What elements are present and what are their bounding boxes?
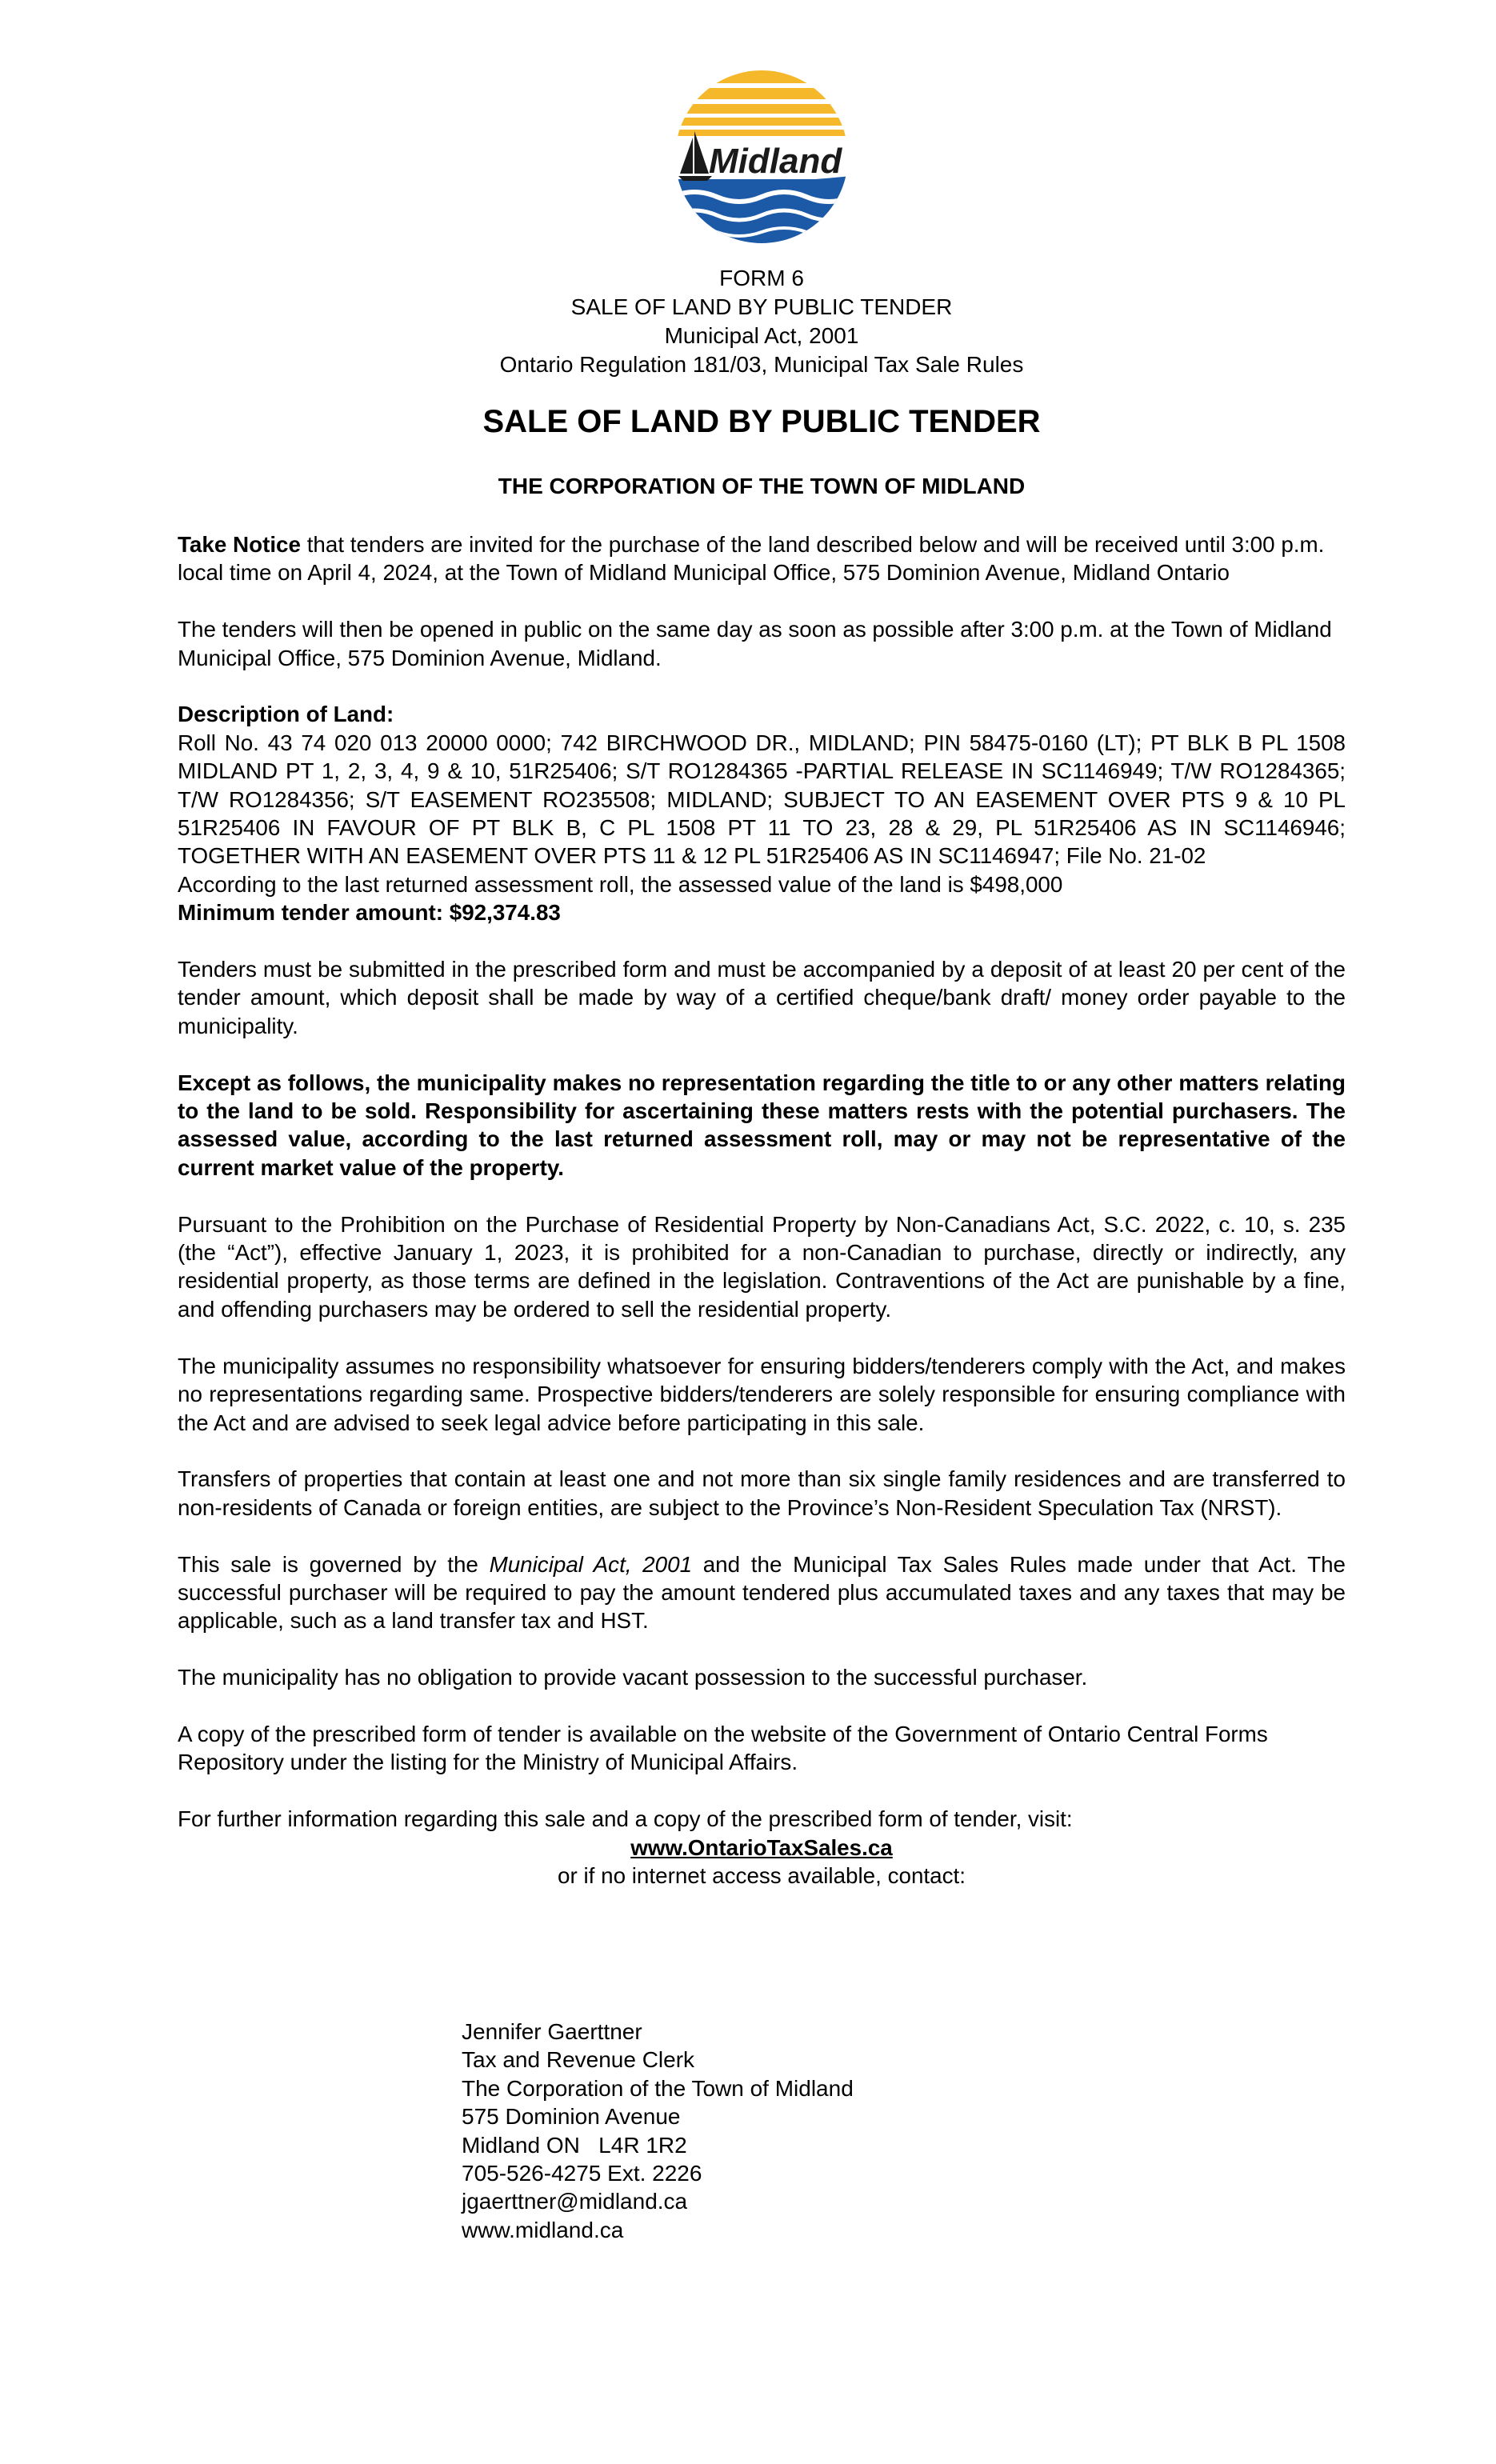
form-number: FORM 6	[719, 266, 804, 290]
form-title: SALE OF LAND BY PUBLIC TENDER	[570, 294, 953, 319]
contact-role: Tax and Revenue Clerk	[462, 2047, 695, 2073]
take-notice-lead: Take Notice	[178, 532, 301, 557]
contact-organization: The Corporation of the Town of Midland	[462, 2075, 854, 2101]
governed-text-2: and the Municipal Tax Sales Rules made under that Act. The successful purchaser will be required to pay the amount tendered plus accumulated taxes and any taxes that may be applicable, such as a land transfer tax and HST.	[178, 1551, 1346, 1634]
ontario-tax-sales-link[interactable]: www.OntarioTaxSales.ca	[630, 1834, 893, 1860]
nrst-paragraph: Transfers of properties that contain at least one and not more than six single family residences and are transferred to non-residents of Canada or foreign entities, are subject to the Province’s Non-Resident Speculation Tax (NRST).	[178, 1466, 1346, 1520]
governed-act-name: Municipal Act, 2001	[489, 1551, 693, 1577]
land-description-heading: Description of Land:	[178, 702, 394, 727]
form-regulation: Ontario Regulation 181/03, Municipal Tax Sale Rules	[499, 352, 1024, 377]
assessed-value: According to the last returned assessment roll, the assessed value of the land is $498,000	[178, 871, 1063, 897]
further-info-paragraph: For further information regarding this sale and a copy of the prescribed form of tender, visit:	[178, 1806, 1073, 1832]
contact-name: Jennifer Gaerttner	[462, 2019, 642, 2044]
land-description-text: Roll No. 43 74 020 013 20000 0000; 742 BIRCHWOOD DR., MIDLAND; PIN 58475-0160 (LT); PT BLK B PL 1508 MIDLAND PT 1, 2, 3, 4, 9 & 10, 51R25406; S/T RO1284365 -PARTIAL RELEASE IN SC1146949; T/W RO1284365; T/W RO1284356; S/T EASEMENT RO235508; MIDLAND; SUBJECT TO AN EASEMENT OVER PTS 9 & 10 PL 51R25406 IN FAVOUR OF PT BLK B, C PL 1508 PT 11 TO 23, 28 & 29, PL 51R25406 AS IN SC1146946; TOGETHER WITH AN EASEMENT OVER PTS 11 & 12 PL 51R25406 AS IN SC1146947; File No. 21-02	[178, 730, 1346, 869]
municipality-name: THE CORPORATION OF THE TOWN OF MIDLAND	[498, 474, 1026, 498]
governed-text-1: This sale is governed by the	[178, 1551, 490, 1577]
logo-wordmark: Midland	[709, 142, 842, 181]
governed-paragraph	[178, 1550, 1346, 1635]
compliance-paragraph: The municipality assumes no responsibility whatsoever for ensuring bidders/tenderers comply with the Act, and makes no representations regarding same. Prospective bidders/tenderers are solely responsible for ensuring compliance with the Act and are advised to seek legal advice before participating in this sale.	[178, 1353, 1346, 1435]
contact-website[interactable]: www.midland.ca	[462, 2217, 624, 2242]
no-internet-text: or if no internet access available, contact:	[558, 1862, 966, 1888]
midland-logo	[672, 67, 851, 246]
take-notice-paragraph	[178, 530, 1346, 587]
contact-street: 575 Dominion Avenue	[462, 2104, 681, 2130]
opening-paragraph: The tenders will then be opened in public on the same day as soon as possible after 3:00 p.m. at the Town of Midland Municipal Office, 575 Dominion Avenue, Midland.	[178, 617, 1332, 670]
notice-body	[178, 530, 1346, 1890]
contact-city: Midland ON L4R 1R2	[462, 2132, 687, 2158]
deposit-paragraph: Tenders must be submitted in the prescribed form and must be accompanied by a deposit of at least 20 per cent of the tender amount, which deposit shall be made by way of a certified cheque/bank draft/ money order payable to the municipality.	[178, 957, 1346, 1038]
contact-block	[462, 2018, 854, 2244]
disclaimer-paragraph: Except as follows, the municipality makes no representation regarding the title to or any other matters relating to the land to be sold. Responsibility for ascertaining these matters rests with the potential purchasers. The assessed value, according to the last returned assessment roll, may or may not be representative of the current market value of the property.	[178, 1070, 1346, 1180]
possession-paragraph: The municipality has no obligation to provide vacant possession to the successful purchaser.	[178, 1665, 1088, 1690]
land-description-section	[178, 700, 1346, 926]
page-title: SALE OF LAND BY PUBLIC TENDER	[482, 404, 1041, 439]
take-notice-text: that tenders are invited for the purchase of the land described below and will be received until 3:00 p.m. local time on April 4, 2024, at the Town of Midland Municipal Office, 575 Dominion Avenue, Midland Ontario	[178, 532, 1325, 586]
form-act: Municipal Act, 2001	[664, 323, 859, 348]
contact-phone: 705-526-4275 Ext. 2226	[462, 2161, 702, 2186]
minimum-tender-amount: Minimum tender amount: $92,374.83	[178, 900, 561, 926]
prohibition-paragraph: Pursuant to the Prohibition on the Purchase of Residential Property by Non-Canadians Act, S.C. 2022, c. 10, s. 235 (the “Act”), effective January 1, 2023, it is prohibited for a non-Canadian to purchase, directly or indirectly, any residential property, as those terms are defined in the legislation. Contraventions of the Act are punishable by a fine, and offending purchasers may be ordered to sell the residential property.	[178, 1211, 1346, 1322]
forms-copy-paragraph: A copy of the prescribed form of tender is available on the website of the Government of Ontario Central Forms Repository under the listing for the Ministry of Municipal Affairs.	[178, 1721, 1268, 1775]
contact-email[interactable]: jgaerttner@midland.ca	[462, 2189, 688, 2214]
